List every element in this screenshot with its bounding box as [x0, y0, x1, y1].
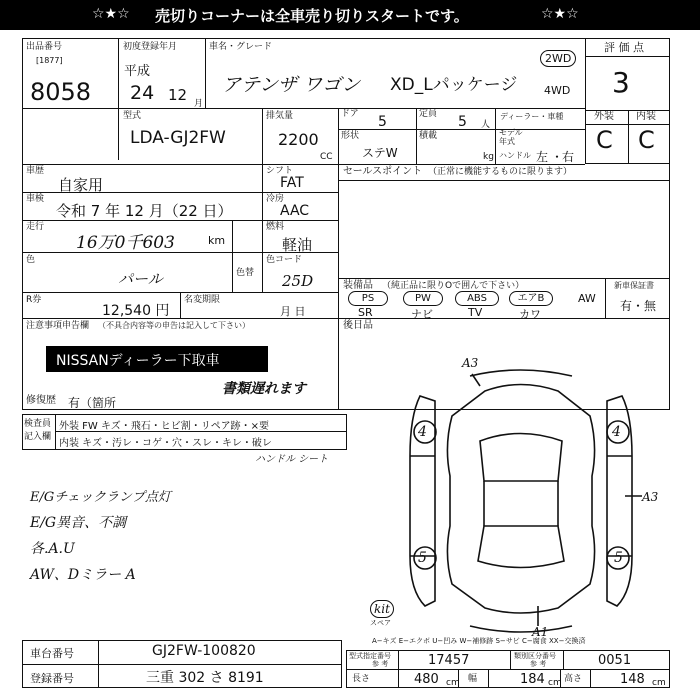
type-code-label: 型式	[123, 111, 142, 121]
displacement: 2200	[278, 130, 319, 149]
load-unit: kg	[483, 152, 494, 162]
exterior-score-label: 外装	[594, 111, 614, 122]
width-label: 幅	[468, 674, 478, 684]
note-line-3: 各.A.U	[30, 541, 75, 557]
displacement-unit: CC	[320, 152, 333, 162]
score-label: 評 価 点	[604, 41, 644, 54]
inspector-label-2: 記入欄	[24, 432, 52, 442]
inspection: 令和 7 年 12 月（22 日）	[56, 202, 233, 220]
model-year-label: 年式	[499, 137, 515, 146]
note-line-2: E/G異音、不調	[30, 515, 127, 531]
inspector-hand-note: ハンドル シート	[255, 454, 329, 465]
recycle-label: R券	[26, 295, 42, 305]
repair-value: 有（箇所	[68, 396, 117, 410]
color-code: 25D	[282, 272, 314, 290]
recycle: 12,540 円	[102, 303, 170, 319]
equip-leather: カワ	[519, 308, 541, 321]
registration-year: 24	[130, 82, 155, 104]
length: 480	[414, 672, 439, 687]
shift-label: シフト	[266, 166, 294, 176]
exterior-score: C	[596, 126, 613, 154]
top-banner	[0, 0, 700, 30]
lot-number: 8058	[30, 78, 92, 106]
inspector-interior-row: 内装 キズ・汚レ・コゲ・穴・スレ・キレ・破レ	[59, 438, 272, 449]
spare-kit-label: kit	[370, 600, 394, 618]
interior-score: C	[638, 126, 655, 154]
equip-ps: PS	[348, 291, 388, 306]
score-value: 3	[612, 66, 630, 99]
registration-month-unit: 月	[194, 99, 204, 109]
documents-late: 書類遅れます	[222, 381, 306, 397]
length-unit: cm	[446, 678, 460, 688]
equip-abs: ABS	[455, 291, 499, 306]
type-code: LDA-GJ2FW	[130, 128, 226, 148]
notes-label: 注意事項申告欄	[26, 321, 90, 331]
capacity-unit: 人	[481, 120, 491, 130]
category-sub: 参 考	[530, 660, 547, 668]
inspector-label-1: 検査員	[24, 419, 52, 429]
mark-a3-right: A3	[642, 490, 659, 504]
note-line-4: AW、Dミラー A	[30, 567, 136, 583]
shift: FAT	[280, 175, 304, 191]
category: 0051	[598, 653, 632, 668]
equip-aw: AW	[578, 292, 596, 305]
dealer-badge-text: NISSANディーラー下取車	[56, 353, 220, 369]
damage-legend: A−キズ E−エクボ U−凹み W−補修跡 S−サビ C−腐食 XX−交換済	[372, 637, 586, 645]
height: 148	[620, 672, 645, 687]
rear-seat-label: 後日品	[343, 320, 373, 331]
category-label: 類別区分番号	[514, 652, 556, 660]
capacity: 5	[458, 114, 467, 130]
doors-label: ドア	[341, 109, 359, 119]
car-name-label: 車名・グレード	[209, 42, 273, 52]
mileage-unit: km	[208, 234, 226, 247]
mark-5-right: 5	[614, 550, 623, 566]
car-grade: XD_Lパッケージ	[390, 75, 518, 95]
dealer-trade-in-badge	[46, 346, 268, 372]
fuel-label: 燃料	[266, 222, 285, 232]
mark-4-left: 4	[418, 424, 427, 440]
mark-a3-top: A3	[462, 356, 479, 370]
banner-stars-right: ☆★☆	[541, 6, 579, 22]
name-change: 月 日	[280, 305, 306, 318]
doors: 5	[378, 114, 387, 130]
type-designation-sub: 参 考	[372, 660, 389, 668]
color: パール	[118, 270, 163, 288]
capacity-label: 定員	[419, 109, 438, 119]
load-label: 積載	[419, 131, 438, 141]
car-damage-diagram	[380, 356, 680, 636]
banner-stars-left: ☆★☆	[92, 6, 130, 22]
equipment-label: 装備品	[343, 280, 373, 291]
mark-a1-bottom: A1	[532, 625, 549, 639]
lot-label: 出品番号	[26, 42, 63, 52]
lot-sub: [1877]	[36, 56, 63, 65]
handle-sep: ・	[551, 150, 564, 164]
length-label: 長さ	[352, 674, 371, 684]
chassis-label: 車台番号	[30, 647, 74, 660]
plate-number: 三重 302 さ 8191	[146, 670, 264, 686]
selling-points-sub: （正常に機能するものに限ります）	[428, 167, 573, 177]
fuel: 軽油	[282, 236, 313, 254]
repair-label: 修復歴	[26, 395, 56, 406]
type-designation-label: 型式指定番号	[349, 652, 391, 660]
mark-5-left: 5	[418, 550, 427, 566]
dealer-label: ディーラー・車種	[500, 112, 564, 121]
ac-label: 冷房	[266, 194, 285, 204]
registration-label: 初度登録年月	[123, 42, 178, 52]
plate-label: 登録番号	[30, 672, 74, 685]
equip-sr: SR	[358, 306, 373, 319]
color-change-label: 色替	[236, 268, 255, 278]
mark-4-right: 4	[612, 424, 621, 440]
warranty-value: 有・無	[620, 299, 657, 313]
equip-tv: TV	[468, 306, 483, 319]
inspection-label: 車検	[26, 194, 45, 204]
mileage: 16万0千603	[76, 233, 175, 253]
selling-points-label: セールスポイント	[343, 166, 423, 177]
note-line-1: E/Gチェックランプ点灯	[30, 490, 171, 505]
inspector-exterior-row: 外装 FW キズ・飛石・ヒビ割・リペア跡・×要	[59, 421, 269, 432]
usage-label: 車歴	[26, 166, 45, 176]
handle-right: 右	[562, 150, 575, 164]
height-label: 高さ	[564, 674, 583, 684]
equip-pw: PW	[403, 291, 443, 306]
displacement-label: 排気量	[266, 111, 294, 121]
chassis-number: GJ2FW-100820	[152, 643, 256, 659]
usage: 自家用	[58, 176, 104, 194]
ac: AAC	[280, 203, 310, 219]
registration-era: 平成	[124, 64, 151, 79]
banner-text: 売切りコーナーは全車売り切りスタートです。	[155, 7, 469, 25]
drive-2wd: 2WD	[540, 50, 576, 67]
equipment-sub: （純正品に限りOで囲んで下さい）	[382, 281, 525, 291]
model-label: モデル	[499, 128, 523, 137]
car-model: アテンザ ワゴン	[222, 74, 361, 96]
interior-score-label: 内装	[636, 111, 656, 122]
spare-kit-sub: スペア	[370, 619, 391, 627]
color-code-label: 色コード	[266, 255, 303, 265]
body-shape: ステW	[362, 146, 398, 160]
body-shape-label: 形状	[341, 131, 360, 141]
registration-month: 12	[168, 86, 188, 104]
type-designation: 17457	[428, 653, 470, 668]
equip-navi: ナビ	[411, 308, 433, 321]
handle-left: 左	[536, 150, 549, 164]
drive-4wd: 4WD	[544, 84, 571, 97]
warranty-label: 新車保証書	[614, 281, 654, 290]
name-change-label: 名変期限	[184, 295, 221, 305]
width-unit: cm	[548, 678, 562, 688]
equip-airbag: エアB	[509, 291, 553, 306]
notes-sub: （不具合内容等の申告は記入して下さい）	[98, 321, 250, 330]
handle-label: ハンドル	[499, 151, 531, 160]
height-unit: cm	[652, 678, 666, 688]
mileage-label: 走行	[26, 222, 45, 232]
width: 184	[520, 672, 545, 687]
color-label: 色	[26, 255, 36, 265]
